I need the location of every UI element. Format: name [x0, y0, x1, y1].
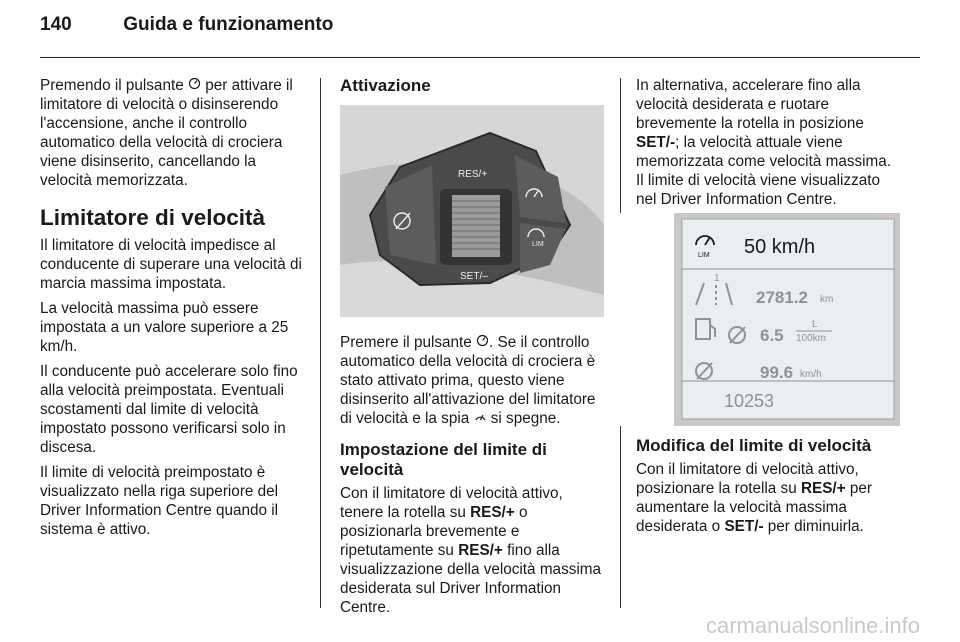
- chapter-title: Guida e funzionamento: [123, 14, 334, 35]
- page-number: 140: [40, 14, 72, 35]
- paragraph: Il conducente può accelerare solo fino alla velocità preimpostata. Eventuali scostamenti dal limite di velocità impostato possono verificarsi solo in discesa.: [40, 363, 298, 456]
- fuel-unit-top: L: [812, 319, 818, 330]
- paragraph: La velocità massima può essere impostata a un valore superiore a 25 km/h.: [40, 300, 289, 355]
- fuel-consumption-value: 6.5: [760, 326, 784, 345]
- watermark: carmanualsonline.info: [705, 613, 920, 638]
- cruise-control-warning-icon: [474, 410, 487, 423]
- column-2: [340, 76, 604, 623]
- average-speed-value: 99.6: [760, 363, 794, 382]
- column-1: [40, 76, 306, 545]
- column-3-lower: [636, 436, 902, 542]
- trip-value: 2781.2: [756, 288, 808, 307]
- subsection-heading: Attivazione: [340, 76, 431, 95]
- paragraph-setting: Con il limitatore di velocità attivo, tenere la rotella su RES/+ o posizionarla brevemente e ripetutamente su RES/+ fino alla visualizzazione della velocità massima desiderata sul Driver Information Centre.: [340, 485, 602, 616]
- page-header: [40, 14, 333, 36]
- limit-speed-value: 50 km/h: [744, 236, 816, 258]
- subsection-heading: Impostazione del limite di velocità: [340, 440, 547, 479]
- driver-information-centre-display: [620, 213, 900, 426]
- lim-label: LIM: [532, 241, 544, 248]
- set-label: SET/–: [460, 271, 488, 282]
- average-speed-unit: km/h: [800, 369, 822, 380]
- header-rule: [40, 57, 920, 58]
- steering-wheel-controls-figure: [340, 105, 604, 317]
- paragraph-deactivation: Premendo il pulsante per attivare il limitatore di velocità o disinserendo l'accensione, anche il controllo automatico della velocità di crociera viene disinserito, cancellando la velocità memorizzata.: [40, 77, 293, 189]
- paragraph: Il limite di velocità preimpostato è visualizzato nella riga superiore del Driver Information Centre quando il sistema è attivo.: [40, 464, 279, 538]
- speed-limiter-icon: [476, 334, 489, 347]
- odometer-value: 10253: [724, 391, 775, 411]
- column-divider-1: [320, 78, 321, 608]
- speed-limiter-icon: [188, 77, 201, 90]
- trip-unit: km: [820, 294, 834, 305]
- subsection-heading: Modifica del limite di velocità: [636, 436, 872, 455]
- fuel-unit-bottom: 100km: [796, 333, 827, 344]
- res-label: RES/+: [458, 169, 488, 180]
- lim-label: LIM: [698, 252, 710, 259]
- paragraph-alternative: In alternativa, accelerare fino alla velocità desiderata e ruotare brevemente la rotella in posizione SET/-; la velocità attuale viene memorizzata come velocità massima. Il limite di velocità viene visualizzato nel Driver Information Centre.: [636, 77, 892, 208]
- paragraph-modify: Con il limitatore di velocità attivo, posizionare la rotella su RES/+ per aumentare la velocità massima desiderata o SET/- per diminuirla.: [636, 461, 872, 535]
- paragraph: Il limitatore di velocità impedisce al conducente di superare una velocità di marcia massima impostata.: [40, 237, 302, 292]
- paragraph-activation: Premere il pulsante . Se il controllo automatico della velocità di crociera è stato attivato prima, questo viene disinserito all'attivazione del limitatore di velocità e la spia si spegne.: [340, 334, 596, 427]
- trip-digit: 1: [714, 273, 720, 284]
- column-3: [636, 76, 902, 215]
- section-heading: Limitatore di velocità: [40, 205, 266, 230]
